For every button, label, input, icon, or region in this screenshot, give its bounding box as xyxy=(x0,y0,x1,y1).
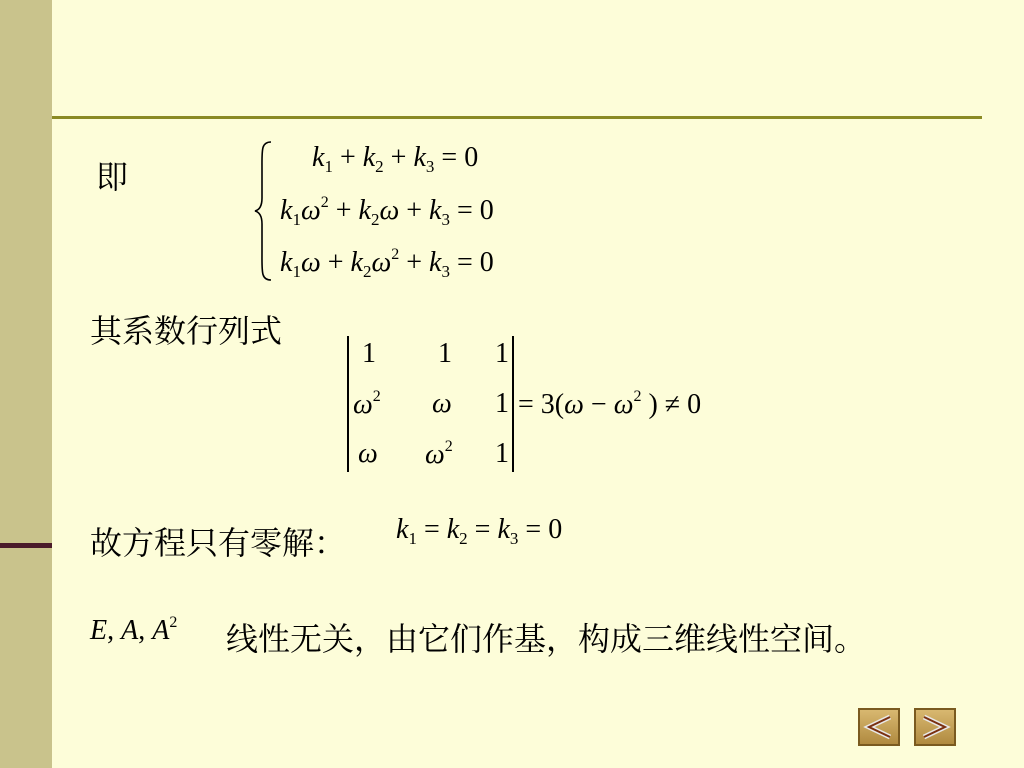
basis-elements: E, A, $A^2$ xyxy=(90,614,178,646)
left-arrow-icon xyxy=(860,710,898,744)
det-cell-r1c1: 1 xyxy=(362,338,376,369)
next-slide-button[interactable] xyxy=(914,708,956,746)
sidebar-accent-line xyxy=(0,543,52,548)
det-cell-r2c2: ω xyxy=(432,388,452,419)
det-left-bar xyxy=(347,336,349,472)
ji-label: 即 xyxy=(96,158,129,196)
prev-slide-button[interactable] xyxy=(858,708,900,746)
final-statement: 线性无关，由它们作基，构成三维线性空间。 xyxy=(226,620,867,658)
equation-3: $k_1\omega + k_2\omega^2 + k_3 = 0$ xyxy=(280,246,494,281)
det-cell-r1c2: 1 xyxy=(438,338,452,369)
det-cell-r2c1: $\omega^2$ xyxy=(353,388,381,420)
det-cell-r3c2: $\omega^2$ xyxy=(425,438,453,470)
right-arrow-icon xyxy=(916,710,954,744)
det-cell-r3c3: 1 xyxy=(495,438,509,469)
det-cell-r1c3: 1 xyxy=(495,338,509,369)
equation-2: $k_1\omega^2 + k_2\omega + k_3 = 0$ xyxy=(280,194,494,229)
zero-solution: $k_1 = k_2 = k_3 = 0$ xyxy=(396,514,563,548)
sidebar-stripe xyxy=(0,0,52,768)
det-cell-r3c1: ω xyxy=(358,438,378,469)
det-right-bar xyxy=(512,336,514,472)
system-brace xyxy=(253,140,273,282)
conclusion-label: 故方程只有零解： xyxy=(90,524,347,562)
det-result: = $3(\omega - \omega^2$ ) ≠ 0 xyxy=(518,388,702,420)
det-cell-r2c3: 1 xyxy=(495,388,509,419)
equation-1: $k_1 + k_2 + k_3 = 0$ xyxy=(312,142,479,176)
title-rule xyxy=(52,116,982,119)
coef-det-label: 其系数行列式 xyxy=(90,312,283,350)
